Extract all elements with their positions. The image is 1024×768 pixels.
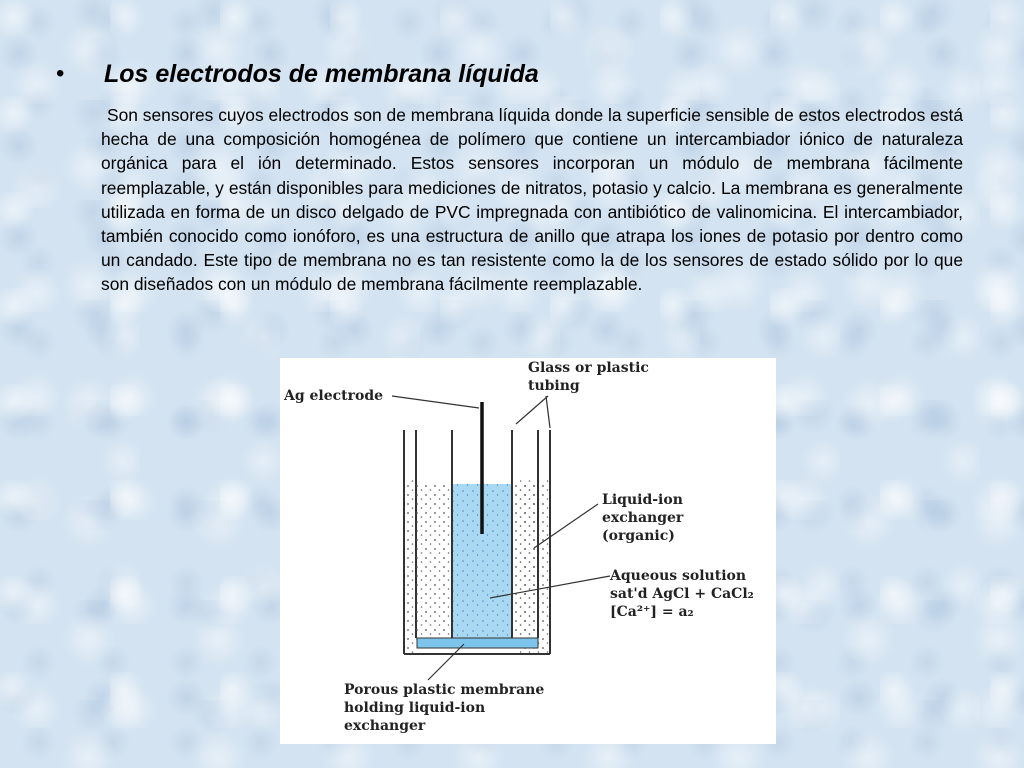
label-membrane-2: holding liquid-ion [344,700,486,716]
label-tubing-2: tubing [528,378,580,394]
label-exchanger-3: (organic) [602,528,675,544]
bullet-icon: • [56,60,65,87]
label-exchanger-2: exchanger [602,510,684,526]
label-aqueous-1: Aqueous solution [610,568,747,584]
label-membrane-3: exchanger [344,718,426,734]
label-exchanger-1: Liquid-ion [602,492,683,508]
label-tubing-1: Glass or plastic [528,360,649,376]
slide-heading: Los electrodos de membrana líquida [104,59,539,88]
heading-row [56,56,976,92]
body-paragraph: Son sensores cuyos electrodos son de membrana líquida donde la superficie sensible de estos electrodos está hecha de una composición homogénea de polímero que contiene un intercambiador iónico de naturaleza orgánica para el ión determinado. Estos sensores incorporan un módulo de membrana fácilmente reemplazable, y están disponibles para mediciones de nitratos, potasio y calcio. La membrana es generalmente utilizada en forma de un disco delgado de PVC impregnada con antibiótico de valinomicina. El intercambiador, también conocido como ionóforo, es una estructura de anillo que atrapa los iones de potasio por dentro como un candado. Este tipo de membrana no es tan resistente como la de los sensores de estado sólido por lo que son diseñados con un módulo de membrana fácilmente reemplazable. [101,105,963,295]
liquid-ion-exchanger-right [512,484,538,640]
label-membrane-1: Porous plastic membrane [344,682,545,698]
label-aqueous-2: sat'd AgCl + CaCl₂ [610,586,754,602]
electrode-diagram-svg [280,358,776,744]
liquid-ion-exchanger [416,484,452,640]
label-ag-electrode: Ag electrode [284,388,384,404]
porous-membrane [417,638,538,648]
label-aqueous-3: [Ca²⁺] = a₂ [610,604,694,620]
electrode-diagram [280,358,776,744]
